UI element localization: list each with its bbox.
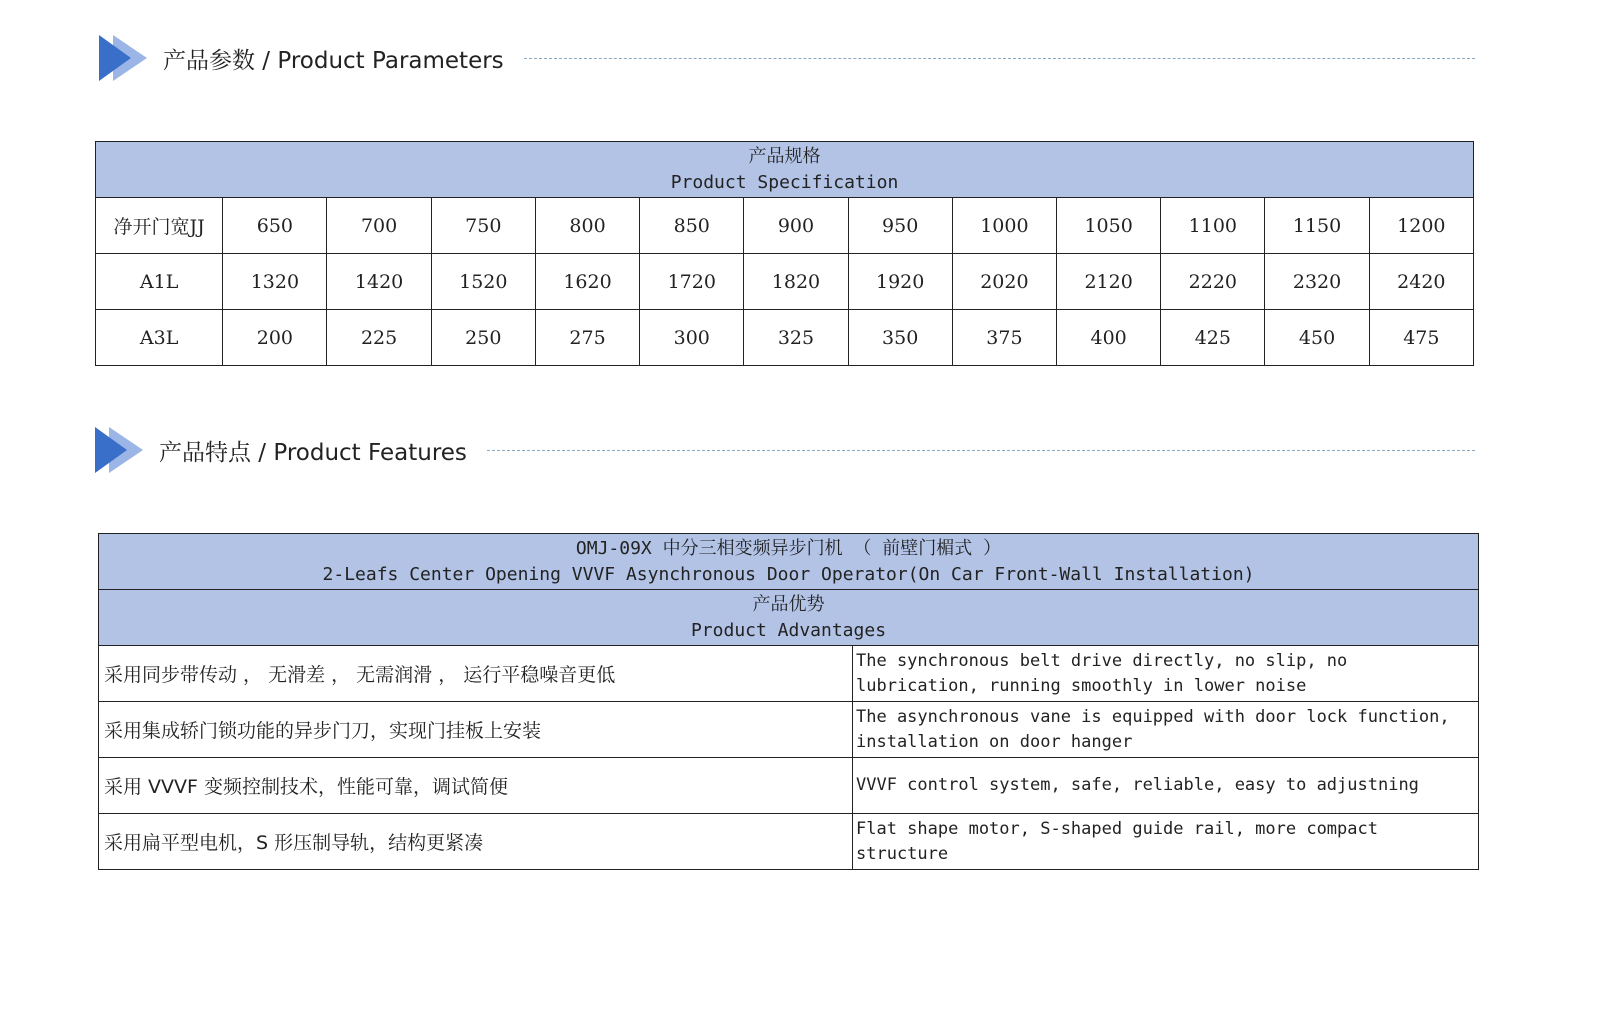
section-divider <box>487 450 1475 451</box>
double-arrow-icon <box>93 423 153 477</box>
table-cell: 2420 <box>1369 254 1473 310</box>
table-row <box>96 198 1474 254</box>
table-cell: 1620 <box>535 254 639 310</box>
table-cell: 2320 <box>1265 254 1369 310</box>
feature-cn: 采用扁平型电机，S 形压制导轨，结构更紧凑 <box>99 814 853 870</box>
table-row <box>99 758 1479 814</box>
table-cell: 1520 <box>431 254 535 310</box>
table-cell: 1820 <box>744 254 848 310</box>
table-row <box>96 254 1474 310</box>
feature-cn: 采用集成轿门锁功能的异步门刀，实现门挂板上安装 <box>99 702 853 758</box>
table-cell: 300 <box>640 310 744 366</box>
row-label: A3L <box>96 310 223 366</box>
table-cell: 2020 <box>952 254 1056 310</box>
table-row <box>99 814 1479 870</box>
features-title-en: 2-Leafs Center Opening VVVF Asynchronous Door Operator(On Car Front-Wall Installation) <box>322 563 1255 585</box>
advantages-header-en: Product Advantages <box>690 619 887 641</box>
product-spec-table <box>95 141 1474 366</box>
row-label: A1L <box>96 254 223 310</box>
feature-en: Flat shape motor, S-shaped guide rail, more compact structure <box>853 814 1479 870</box>
feature-en: VVVF control system, safe, reliable, easy to adjustning <box>853 758 1479 814</box>
spec-header-cn: 产品规格 <box>748 145 821 167</box>
table-cell: 2120 <box>1057 254 1161 310</box>
table-cell: 850 <box>640 198 744 254</box>
table-cell: 1920 <box>848 254 952 310</box>
table-cell: 375 <box>952 310 1056 366</box>
table-cell: 350 <box>848 310 952 366</box>
feature-en: The synchronous belt drive directly, no slip, no lubrication, running smoothly in lower noise <box>853 646 1479 702</box>
section-header-params <box>97 28 1475 88</box>
table-cell: 1320 <box>223 254 327 310</box>
table-cell: 325 <box>744 310 848 366</box>
section-title-features: 产品特点 / Product Features <box>159 439 467 466</box>
advantages-header-cn: 产品优势 <box>752 593 825 615</box>
table-cell: 650 <box>223 198 327 254</box>
table-cell: 1000 <box>952 198 1056 254</box>
spec-table-header <box>96 142 1474 198</box>
table-cell: 250 <box>431 310 535 366</box>
table-cell: 1150 <box>1265 198 1369 254</box>
table-cell: 450 <box>1265 310 1369 366</box>
section-header-features <box>93 420 1475 480</box>
table-cell: 800 <box>535 198 639 254</box>
feature-cn: 采用同步带传动 ， 无滑差 ， 无需润滑 ， 运行平稳噪音更低 <box>99 646 853 702</box>
table-cell: 1720 <box>640 254 744 310</box>
table-row <box>99 646 1479 702</box>
feature-cn: 采用 VVVF 变频控制技术，性能可靠，调试简便 <box>99 758 853 814</box>
table-cell: 950 <box>848 198 952 254</box>
table-row <box>99 702 1479 758</box>
table-cell: 1200 <box>1369 198 1473 254</box>
table-cell: 225 <box>327 310 431 366</box>
table-cell: 1420 <box>327 254 431 310</box>
row-label: 净开门宽JJ <box>96 198 223 254</box>
table-cell: 425 <box>1161 310 1265 366</box>
feature-en: The asynchronous vane is equipped with door lock function, installation on door hanger <box>853 702 1479 758</box>
table-cell: 475 <box>1369 310 1473 366</box>
table-cell: 1050 <box>1057 198 1161 254</box>
advantages-header <box>99 590 1479 646</box>
double-arrow-icon <box>97 31 157 85</box>
table-cell: 275 <box>535 310 639 366</box>
spec-header-en: Product Specification <box>670 171 899 193</box>
table-row <box>96 310 1474 366</box>
table-cell: 700 <box>327 198 431 254</box>
features-title-cn: OMJ-09X 中分三相变频异步门机 （ 前壁门楣式 ） <box>575 537 1002 559</box>
table-cell: 200 <box>223 310 327 366</box>
product-features-table <box>98 533 1479 870</box>
section-divider <box>524 58 1475 59</box>
features-table-title <box>99 534 1479 590</box>
section-title-params: 产品参数 / Product Parameters <box>163 47 504 74</box>
table-cell: 400 <box>1057 310 1161 366</box>
table-cell: 750 <box>431 198 535 254</box>
table-cell: 2220 <box>1161 254 1265 310</box>
table-cell: 900 <box>744 198 848 254</box>
table-cell: 1100 <box>1161 198 1265 254</box>
